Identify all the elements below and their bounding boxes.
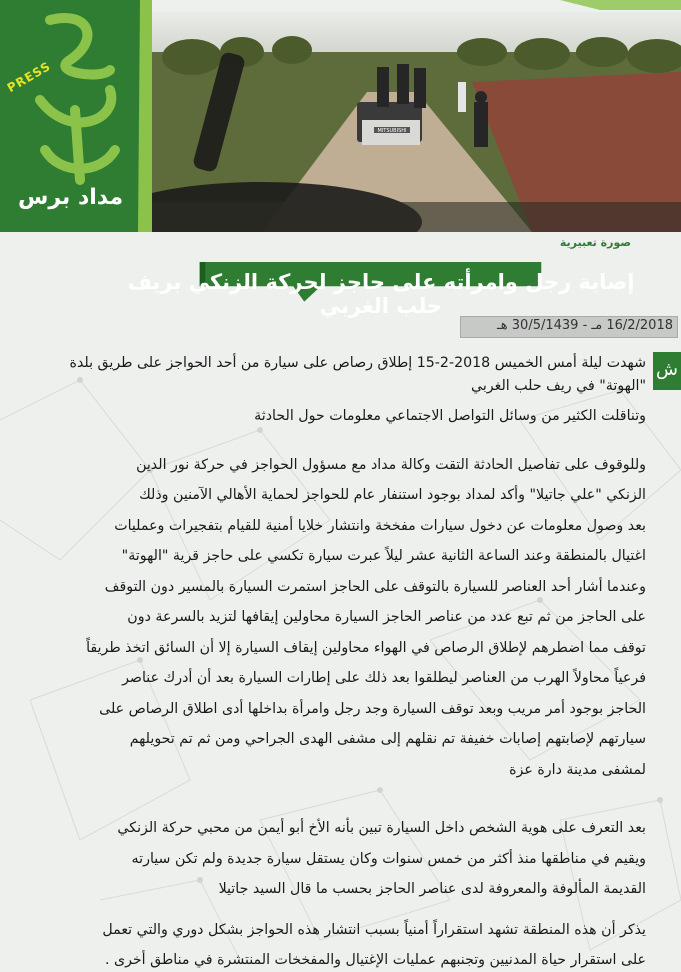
photo-caption: صورة تعبيرية (559, 236, 631, 249)
article-line: على الحاجز من ثم تبع عدد من عناصر الحاجز السيارة محاولين إيقافها لتزيد بالسرعة دون (127, 609, 646, 625)
article-line: الزنكي "علي جاتيلا" وأكد لمداد بوجود استنفار عام للحواجز لحماية الأهالي الآمنين وذلك (139, 487, 646, 503)
article-line: بعد وصول معلومات عن دخول سيارات مفخخة وانتشار خلايا أمنية للقيام بتفجيرات وعمليات (114, 517, 646, 534)
article-line: وعندما أشار أحد العناصر للسيارة بالتوقف على الحاجز استمرت السيارة بالمسير دون التوقف (104, 578, 646, 595)
headline: إصابة رجل وامرأته على حاجز لحركة الزنكي بريف حلب الغربي (127, 270, 635, 318)
press-label: PRESS (4, 58, 54, 96)
article-line: سيارتهم لإصابتهم إصابات خفيفة تم نقلهم إلى مشفى الهدى الجراحي ومن ثم تم تحويلهم (129, 731, 646, 747)
article-line: يذكر أن هذه المنطقة تشهد استقراراً أمنياً بسبب انتشار هذه الحواجز بشكل دوري والتي تعمل (102, 921, 646, 938)
truck-brand-label: MITSUBISHI (377, 128, 407, 134)
brand-name: مداد برس (18, 185, 124, 210)
publish-date: 16/2/2018 مـ - 30/5/1439 هـ (496, 318, 673, 333)
article-line: شهدت ليلة أمس الخميس 2018-2-15 إطلاق رصاص على سيارة من أحد الحواجز على طريق بلدة (69, 355, 646, 371)
article-line: على استقرار حياة المدنيين وتجنبهم عمليات الإغتيال والمفخخات المنتشرة في مناطق أخرى . (104, 952, 646, 968)
article-line: توقف مما اضطرهم لإطلاق الرصاص في الهواء محاولين إيقاف السيارة إلا أن السائق اتخذ طريقاً (86, 639, 646, 656)
side-tab: ش (653, 352, 681, 390)
article-line: "الهوتة" في ريف حلب الغربي (471, 377, 646, 394)
article-line: بعد التعرف على هوية الشخص داخل السيارة تبين بأنه الأخ أبو أيمن من محبي حركة الزنكي (117, 820, 646, 836)
article-line: فرعياً محاولاً الهرب من العناصر ليطلقوا بعد ذلك على إطارات السيارة بعد أن أدرك عناصر (122, 670, 646, 686)
hero-photo (152, 12, 681, 232)
article-line: اغتيال بالمنطقة وعند الساعة الثانية عشر ليلاً عبرت سيارة تكسي على حاجز قرية "الهوتة" (121, 548, 646, 564)
article-line: لمشفى مدينة دارة عزة (509, 761, 646, 778)
article-line: القديمة المألوفة والمعروفة لدى عناصر الحاجز بحسب ما قال السيد جاتيلا (218, 881, 646, 897)
article-line: وتناقلت الكثير من وسائل التواصل الاجتماعي معلومات حول الحادثة (254, 408, 646, 424)
article-line: وللوقوف على تفاصيل الحادثة التقت وكالة مداد مع مسؤول الحواجز في حركة نور الدين (136, 456, 646, 473)
article-line: ويقيم في مناطقها منذ أكثر من خمس سنوات وكان يستقل سيارة جديدة ولم تكن سيارته (131, 850, 646, 867)
article-body (26, 352, 646, 972)
article-line: الحاجز بوجود أمر مريب وبعد توقف السيارة وجد رجل وامرأة بداخلها أدى اطلاق الرصاص على (99, 700, 646, 717)
